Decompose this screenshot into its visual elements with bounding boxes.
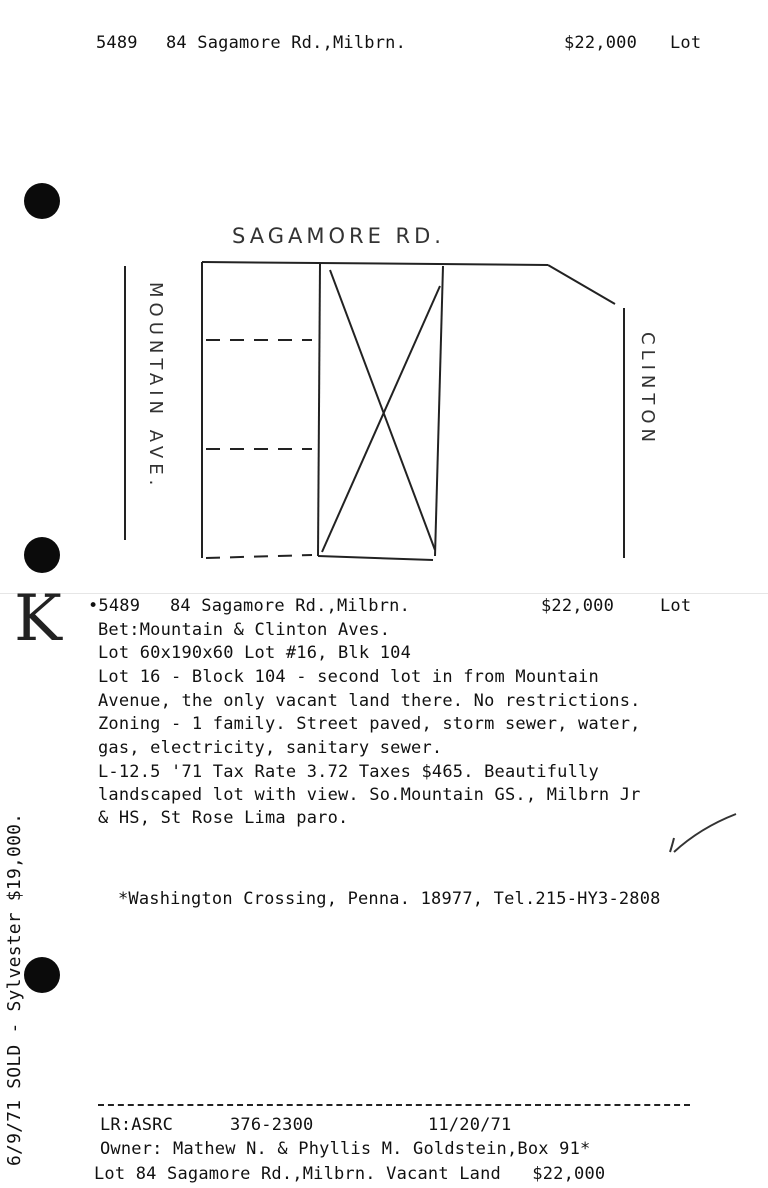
card-listing-number: •5489 xyxy=(88,596,141,616)
footer-divider xyxy=(98,1104,690,1106)
card-line: Zoning - 1 family. Street paved, storm sewer, water, xyxy=(98,714,641,734)
footer-phone: 376-2300 xyxy=(230,1115,314,1135)
card-address: 84 Sagamore Rd.,Milbrn. xyxy=(170,596,411,616)
top-price: $22,000 xyxy=(564,33,638,53)
footer-owner: Owner: Mathew N. & Phyllis M. Goldstein,Box 91* xyxy=(100,1139,591,1159)
top-type: Lot xyxy=(670,33,702,53)
top-address: 84 Sagamore Rd.,Milbrn. xyxy=(166,33,407,53)
card-type: Lot xyxy=(660,596,692,616)
card-line: Lot 60x190x60 Lot #16, Blk 104 xyxy=(98,643,412,663)
plat-sketch xyxy=(0,200,768,580)
card-line: & HS, St Rose Lima paro. xyxy=(98,808,349,828)
top-listing-number: 5489 xyxy=(96,33,138,53)
card-line: gas, electricity, sanitary sewer. xyxy=(98,738,443,758)
fold-line xyxy=(0,593,768,594)
street-label-east: CLINTON xyxy=(637,332,658,447)
card-line: Lot 16 - Block 104 - second lot in from Mountain xyxy=(98,667,599,687)
card-price: $22,000 xyxy=(541,596,615,616)
card-line: Bet:Mountain & Clinton Aves. xyxy=(98,620,391,640)
card-line: L-12.5 '71 Tax Rate 3.72 Taxes $465. Beautifully xyxy=(98,762,599,782)
handwritten-letter: K xyxy=(14,582,62,656)
owner-address: *Washington Crossing, Penna. 18977, Tel.215-HY3-2808 xyxy=(118,889,661,909)
check-mark-icon xyxy=(664,808,744,858)
street-label-north: SAGAMORE RD. xyxy=(232,224,445,248)
footer-date: 11/20/71 xyxy=(428,1115,512,1135)
street-label-west: MOUNTAIN AVE. xyxy=(145,282,166,491)
sold-note: 6/9/71 SOLD - Sylvester $19,000. xyxy=(4,812,25,1166)
footer-lr: LR:ASRC xyxy=(100,1115,174,1135)
card-line: landscaped lot with view. So.Mountain GS., Milbrn Jr xyxy=(98,785,641,805)
punch-hole xyxy=(24,957,60,993)
card-line: Avenue, the only vacant land there. No restrictions. xyxy=(98,691,641,711)
footer-lot-line: Lot 84 Sagamore Rd.,Milbrn. Vacant Land $22,000 xyxy=(94,1164,606,1184)
